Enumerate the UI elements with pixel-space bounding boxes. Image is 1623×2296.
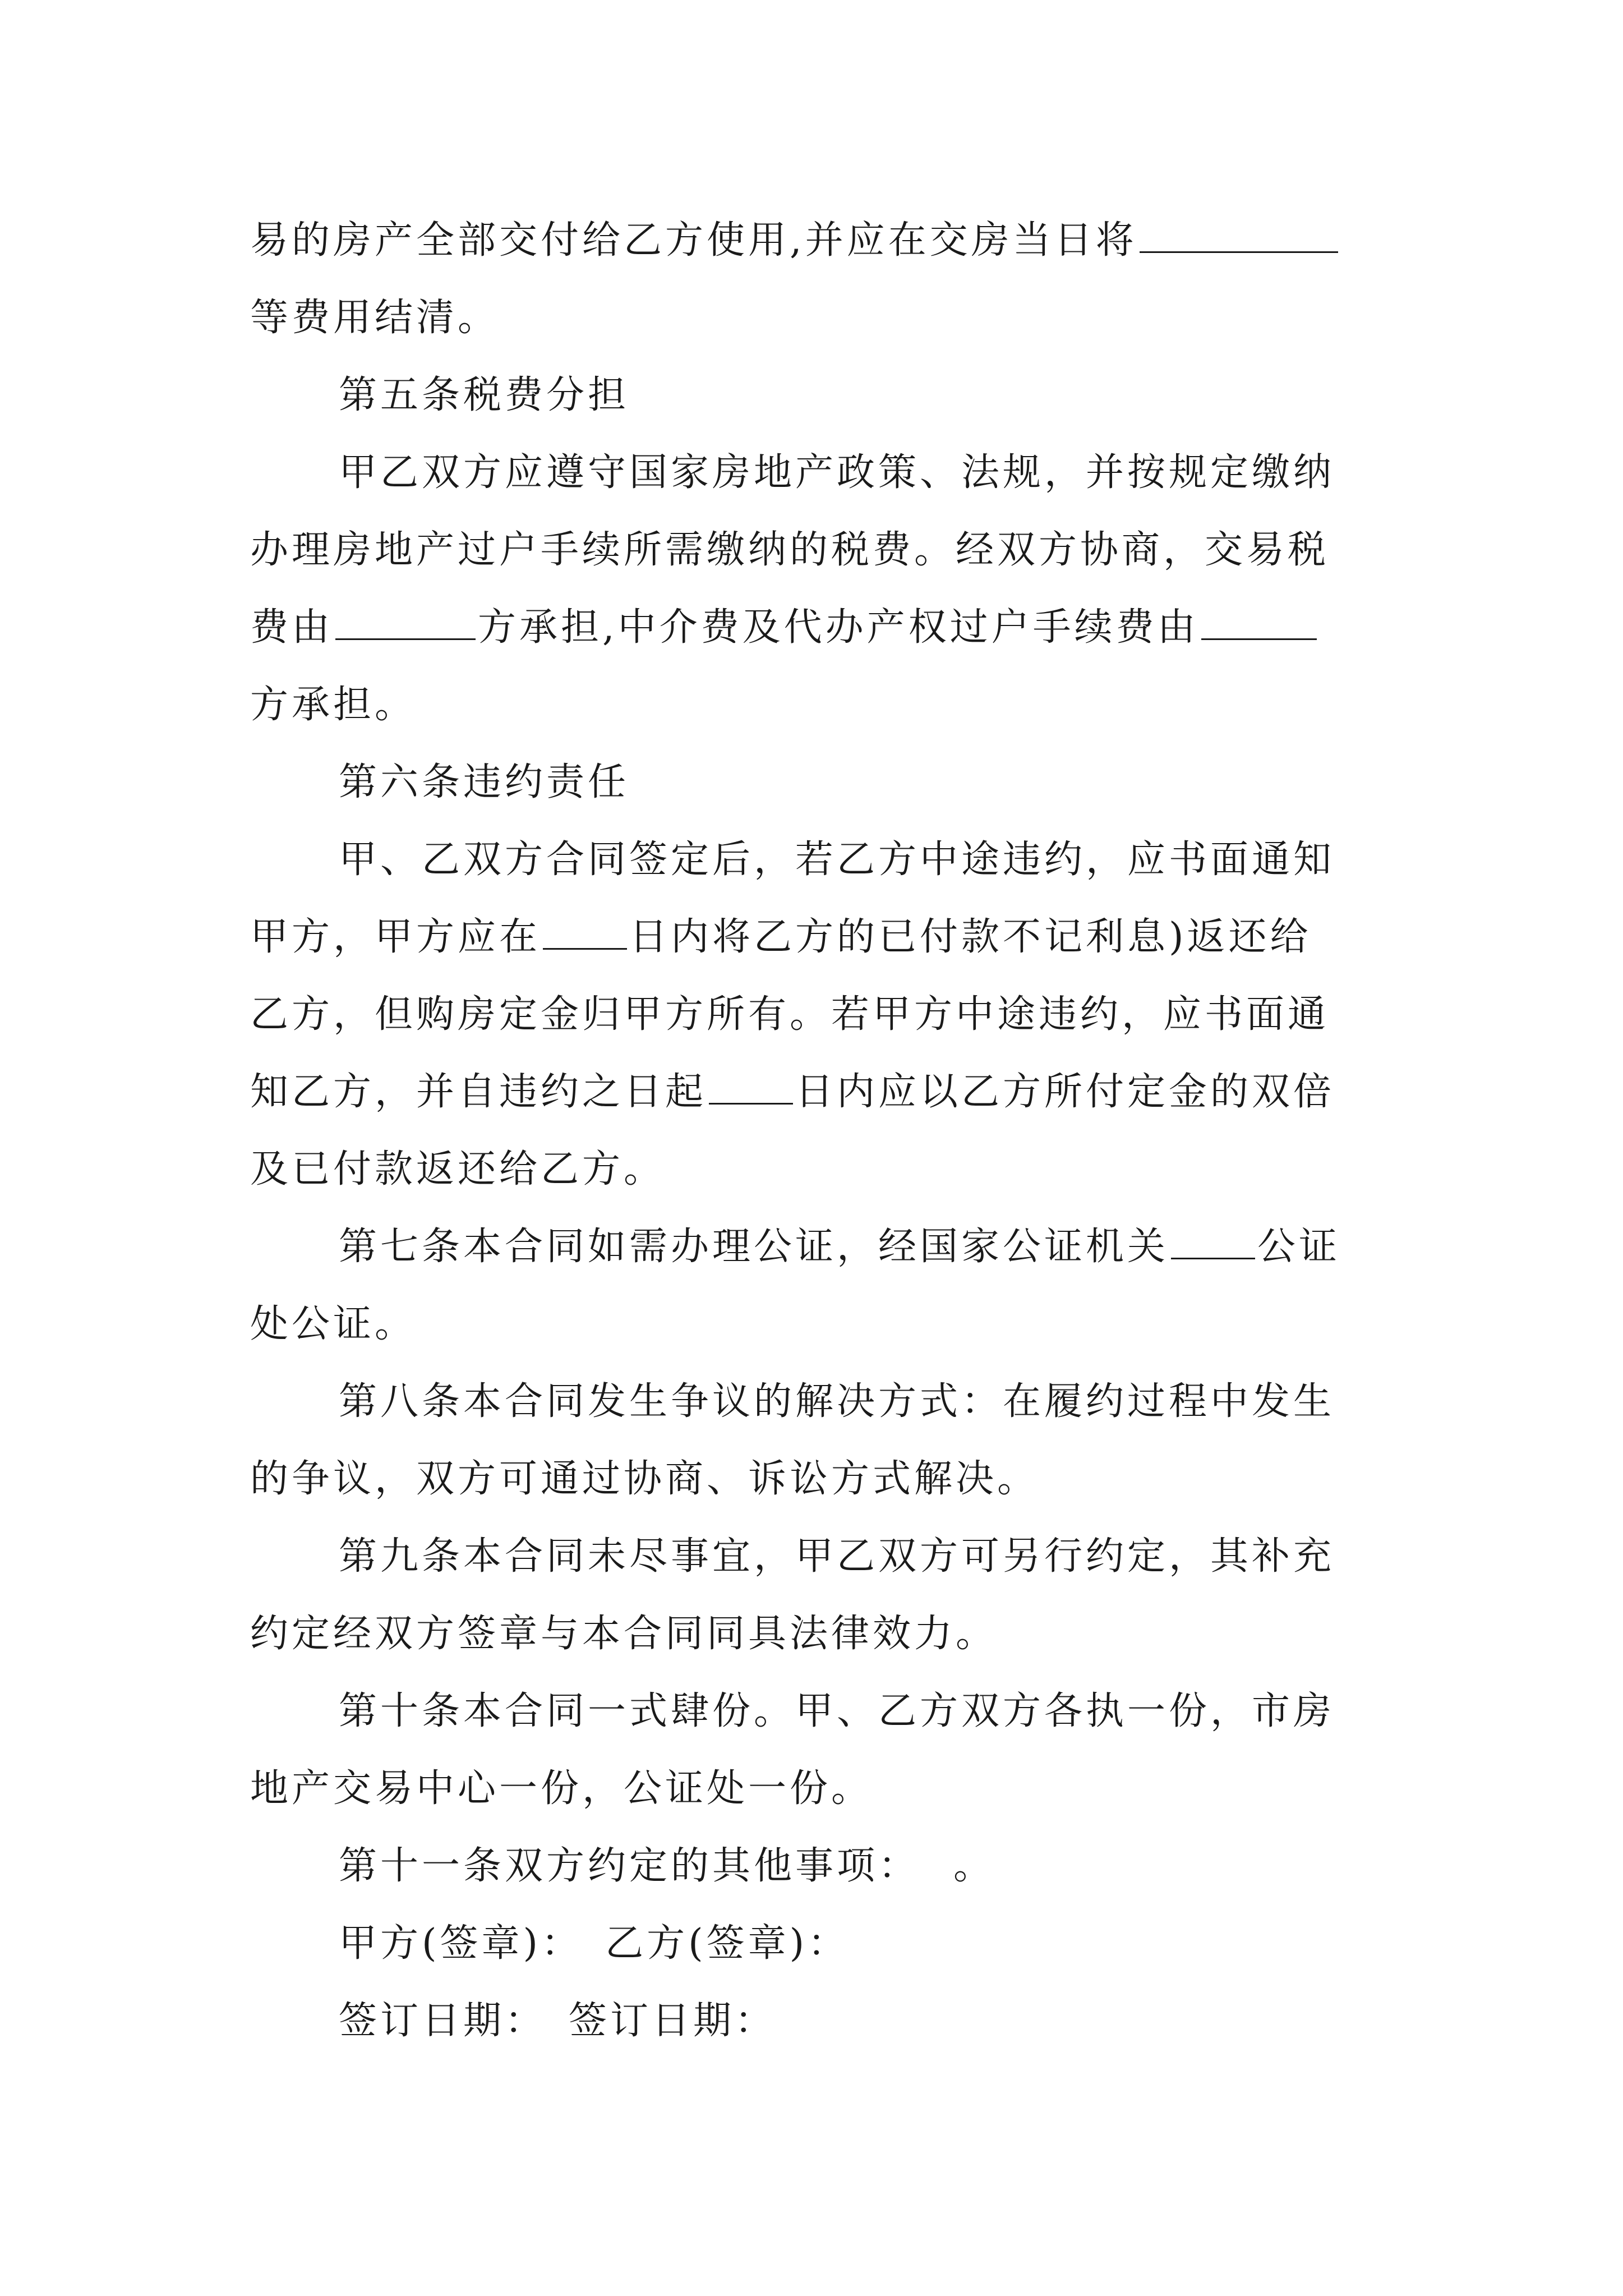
article-10: 第十条本合同一式肆份。甲、乙方双方各执一份，市房 [339,1689,1335,1733]
text-line-9: 甲、乙双方合同签定后，若乙方中途违约，应书面通知 [339,838,1335,882]
article-7: 第七条本合同如需办理公证，经国家公证机关 公证 [250,1208,1394,1286]
fill-blank [543,904,627,950]
article-8: 第八条本合同发生争议的解决方式：在履约过程中发生 [339,1379,1335,1424]
text-line-10: 甲方，甲方应在 日内将乙方的已付款不记利息)返还给 [250,899,1394,976]
article-11: 第十一条双方约定的其他事项： 。 [339,1844,995,1888]
text-line-19: 约定经双方签章与本合同同具法律效力。 [250,1612,998,1656]
text-line-15: 处公证。 [250,1302,417,1346]
sign-date-line [250,1982,1394,2060]
signature-line [250,1905,1394,1982]
text-line-1: 易的房产全部交付给乙方使用,并应在交房当日将 [250,202,1394,279]
text-line-21: 地产交易中心一份，公证处一份。 [250,1766,873,1811]
party-b-date-label: 签订日期： [569,1999,777,2043]
fill-blank [335,595,476,640]
text-line-17: 的争议，双方可通过协商、诉讼方式解决。 [250,1457,1039,1501]
article-9: 第九条本合同未尽事宜，甲乙双方可另行约定，其补充 [339,1534,1335,1579]
text-line-13: 及已付款返还给乙方。 [250,1147,666,1191]
article-6-heading: 第六条违约责任 [339,760,630,804]
text-line-11: 乙方，但购房定金归甲方所有。若甲方中途违约，应书面通 [250,992,1330,1037]
fill-blank [1201,595,1317,640]
article-5-heading: 第五条税费分担 [339,373,630,417]
fill-blank [1171,1214,1255,1259]
document-page [250,202,1394,2060]
text-line-7: 方承担。 [250,683,417,727]
text-line-4: 甲乙双方应遵守国家房地产政策、法规，并按规定缴纳 [339,450,1335,495]
fill-blank [709,1059,793,1105]
text-line-2: 等费用结清。 [250,296,500,340]
text-line-12: 知乙方，并自违约之日起 日内应以乙方所付定金的双倍 [250,1053,1394,1131]
party-b-signature-label: 乙方(签章)： [605,1921,850,1966]
text-line-5: 办理房地产过户手续所需缴纳的税费。经双方协商，交易税 [250,528,1330,572]
party-a-signature-label: 甲方(签章)： [339,1921,583,1966]
text-line-6: 费由 方承担,中介费及代办产权过户手续费由 [250,589,1394,666]
party-a-date-label: 签订日期： [339,1999,547,2043]
fill-blank [1140,208,1338,253]
